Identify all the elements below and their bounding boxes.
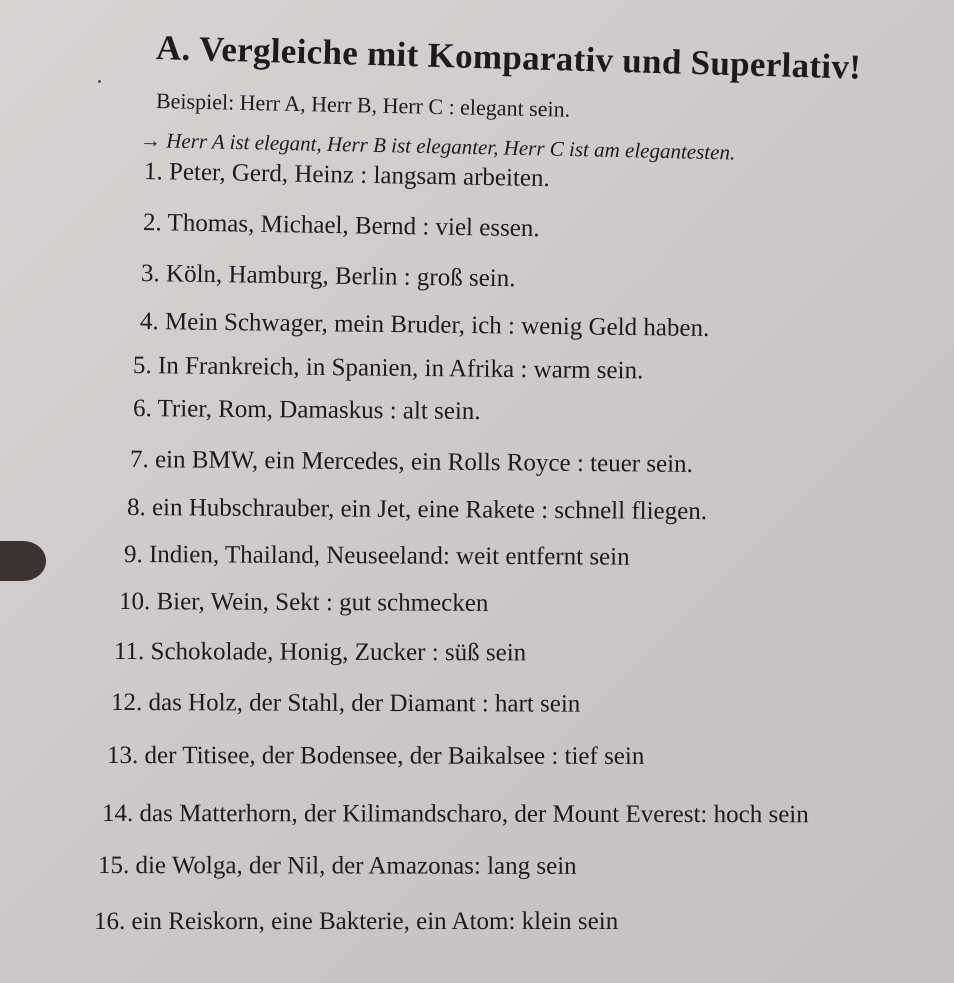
exercise-item: 14. das Matterhorn, der Kilimandscharo, der Mount Everest: hoch sein: [101, 800, 809, 829]
exercise-item: 10. Bier, Wein, Sekt : gut schmecken: [118, 588, 489, 617]
exercise-heading: A. Vergleiche mit Komparativ und Superlativ!: [155, 28, 862, 87]
exercise-item: 12. das Holz, der Stahl, der Diamant : hart sein: [110, 689, 581, 718]
punch-hole: [0, 541, 46, 581]
exercise-item: 16. ein Reiskorn, eine Bakterie, ein Atom: klein sein: [94, 908, 619, 935]
example-prompt: Beispiel: Herr A, Herr B, Herr C : elegant sein.: [155, 88, 571, 122]
exercise-item: 8. ein Hubschrauber, ein Jet, eine Rakete : schnell fliegen.: [126, 494, 708, 526]
exercise-item: 9. Indien, Thailand, Neuseeland: weit entfernt sein: [123, 541, 630, 571]
exercise-item: 2. Thomas, Michael, Bernd : viel essen.: [142, 209, 540, 243]
exercise-item: 3. Köln, Hamburg, Berlin : groß sein.: [140, 260, 516, 293]
example-answer: → Herr A ist elegant, Herr B ist eleganter, Herr C ist am elegantesten.: [139, 128, 736, 165]
exercise-item: 7. ein BMW, ein Mercedes, ein Rolls Royce : teuer sein.: [129, 446, 693, 478]
exercise-item: 4. Mein Schwager, mein Bruder, ich : wenig Geld haben.: [139, 308, 710, 342]
exercise-item: 6. Trier, Rom, Damaskus : alt sein.: [132, 395, 481, 426]
exercise-item: 5. In Frankreich, in Spanien, in Afrika : warm sein.: [132, 352, 644, 385]
exercise-item: 13. der Titisee, der Bodensee, der Baikalsee : tief sein: [106, 742, 645, 770]
exercise-item: 1. Peter, Gerd, Heinz : langsam arbeiten.: [143, 158, 550, 193]
exercise-item: 15. die Wolga, der Nil, der Amazonas: lang sein: [97, 852, 577, 880]
exercise-item: 11. Schokolade, Honig, Zucker : süß sein: [113, 638, 527, 667]
